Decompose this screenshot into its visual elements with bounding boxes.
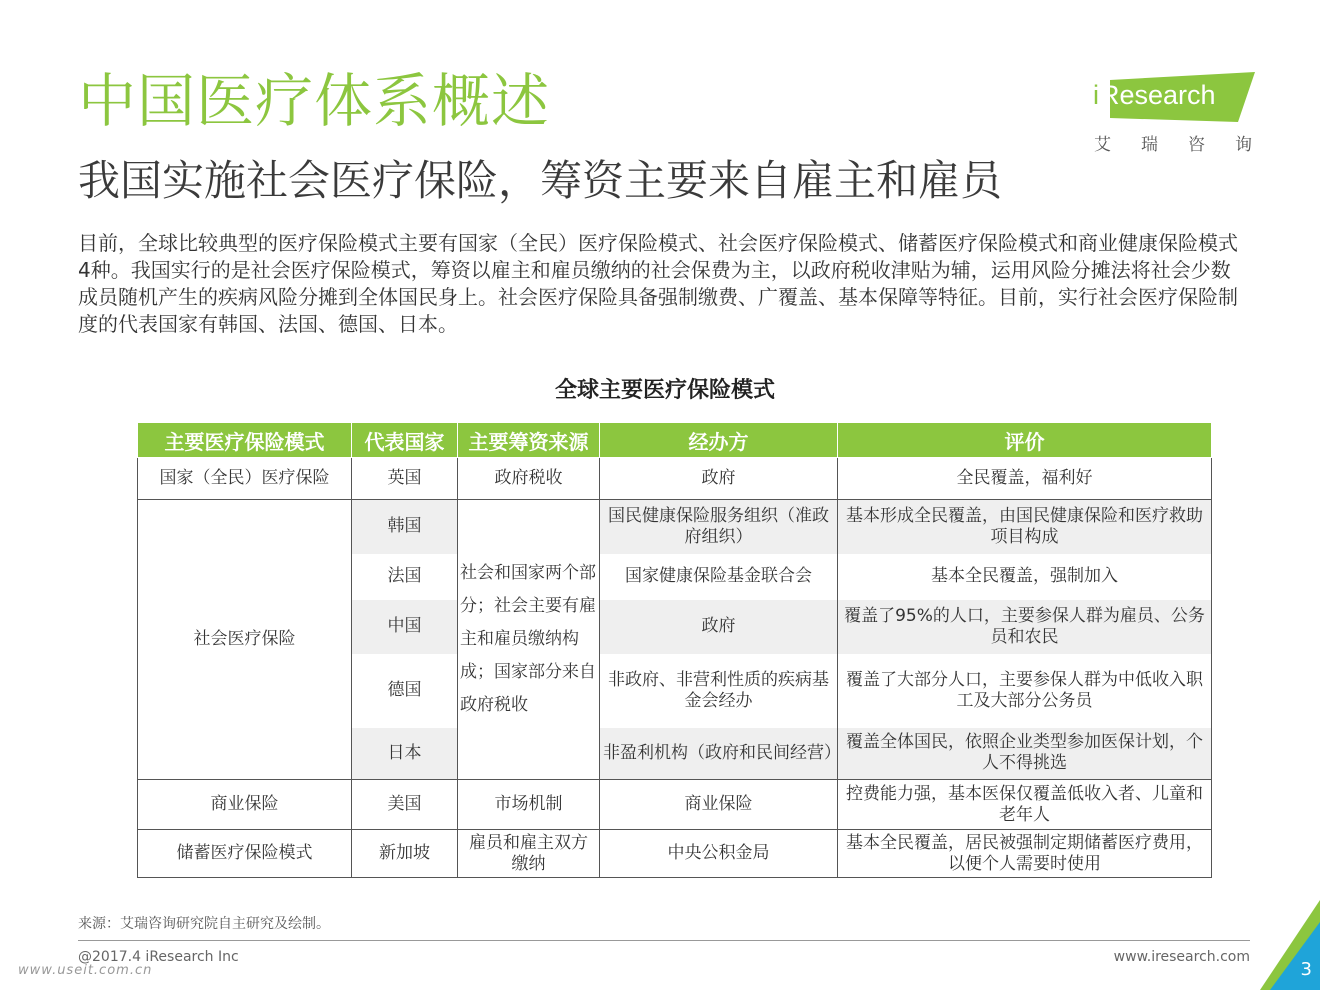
table-row: [138, 780, 1212, 830]
cell-country: 新加坡: [352, 830, 458, 878]
cell-funding: 社会和国家两个部分；社会主要有雇主和雇员缴纳构成；国家部分来自政府税收: [458, 500, 600, 780]
table-row: [138, 458, 1212, 500]
cell-evaluation: 基本形成全民覆盖，由国民健康保险和医疗救助项目构成: [838, 500, 1212, 554]
table-title: 全球主要医疗保险模式: [554, 378, 775, 403]
header-funding: 主要筹资来源: [458, 423, 600, 458]
logo-brand-text: [1092, 82, 1216, 109]
cell-evaluation: 覆盖全体国民，依照企业类型参加医保计划，个人不得挑选: [838, 728, 1212, 780]
footer-divider: [78, 940, 1250, 941]
header-mode: 主要医疗保险模式: [138, 423, 352, 458]
header-operator: 经办方: [600, 423, 838, 458]
cell-mode: 社会医疗保险: [138, 500, 352, 780]
cell-country: 中国: [352, 600, 458, 654]
iresearch-logo: [1090, 70, 1282, 155]
cell-country: 韩国: [352, 500, 458, 554]
cell-evaluation: 覆盖了大部分人口，主要参保人群为中低收入职工及大部分公务员: [838, 654, 1212, 728]
cell-operator: 中央公积金局: [600, 830, 838, 878]
page-title: 中国医疗体系概述: [78, 67, 551, 135]
cell-operator: 非政府、非营利性质的疾病基金会经办: [600, 654, 838, 728]
cell-evaluation: 覆盖了95%的人口，主要参保人群为雇员、公务员和农民: [838, 600, 1212, 654]
logo-brand-i: i: [1093, 80, 1099, 110]
cell-operator: 国家健康保险基金联合会: [600, 554, 838, 600]
insurance-models-table: [137, 422, 1212, 878]
website-link[interactable]: www.iresearch.com: [1113, 949, 1250, 965]
cell-operator: 非盈利机构（政府和民间经营）: [600, 728, 838, 780]
copyright-text: @2017.4 iResearch Inc: [78, 949, 239, 965]
intro-paragraph: 目前，全球比较典型的医疗保险模式主要有国家（全民）医疗保险模式、社会医疗保险模式、储蓄医疗保险模式和商业健康保险模式4种。我国实行的是社会医疗保险模式，筹资以雇主和雇员缴纳的社会保费为主，以政府税收津贴为辅，运用风险分摊法将社会少数成员随机产生的疾病风险分摊到全体国民身上。社会医疗保险具备强制缴费、广覆盖、基本保障等特征。目前，实行社会医疗保险制度的代表国家有韩国、法国、德国、日本。: [78, 231, 1238, 336]
cell-evaluation: 控费能力强，基本医保仅覆盖低收入者、儿童和老年人: [838, 780, 1212, 830]
cell-operator: 政府: [600, 600, 838, 654]
watermark-text: www.useit.com.cn: [18, 963, 153, 978]
cell-operator: 国民健康保险服务组织（准政府组织）: [600, 500, 838, 554]
cell-funding: 市场机制: [458, 780, 600, 830]
page-subtitle: 我国实施社会医疗保险，筹资主要来自雇主和雇员: [78, 156, 1003, 205]
cell-country: 英国: [352, 458, 458, 500]
cell-mode: 国家（全民）医疗保险: [138, 458, 352, 500]
page-number: 3: [1300, 959, 1312, 980]
cell-evaluation: 基本全民覆盖，居民被强制定期储蓄医疗费用，以便个人需要时使用: [838, 830, 1212, 878]
cell-funding: 政府税收: [458, 458, 600, 500]
table-row: [138, 500, 1212, 554]
cell-country: 法国: [352, 554, 458, 600]
cell-funding: 雇员和雇主双方缴纳: [458, 830, 600, 878]
cell-country: 日本: [352, 728, 458, 780]
cell-evaluation: 全民覆盖，福利好: [838, 458, 1212, 500]
cell-mode: 储蓄医疗保险模式: [138, 830, 352, 878]
cell-mode: 商业保险: [138, 780, 352, 830]
cell-operator: 商业保险: [600, 780, 838, 830]
table-row: [138, 830, 1212, 878]
source-note: 来源：艾瑞咨询研究院自主研究及绘制。: [78, 916, 330, 932]
cell-country: 美国: [352, 780, 458, 830]
cell-country: 德国: [352, 654, 458, 728]
cell-operator: 政府: [600, 458, 838, 500]
cell-evaluation: 基本全民覆盖，强制加入: [838, 554, 1212, 600]
header-country: 代表国家: [352, 423, 458, 458]
logo-chinese-name: 艾瑞咨询: [1094, 135, 1282, 155]
table-header-row: [138, 423, 1212, 458]
logo-brand-rest: Research: [1100, 80, 1216, 110]
header-evaluation: 评价: [838, 423, 1212, 458]
